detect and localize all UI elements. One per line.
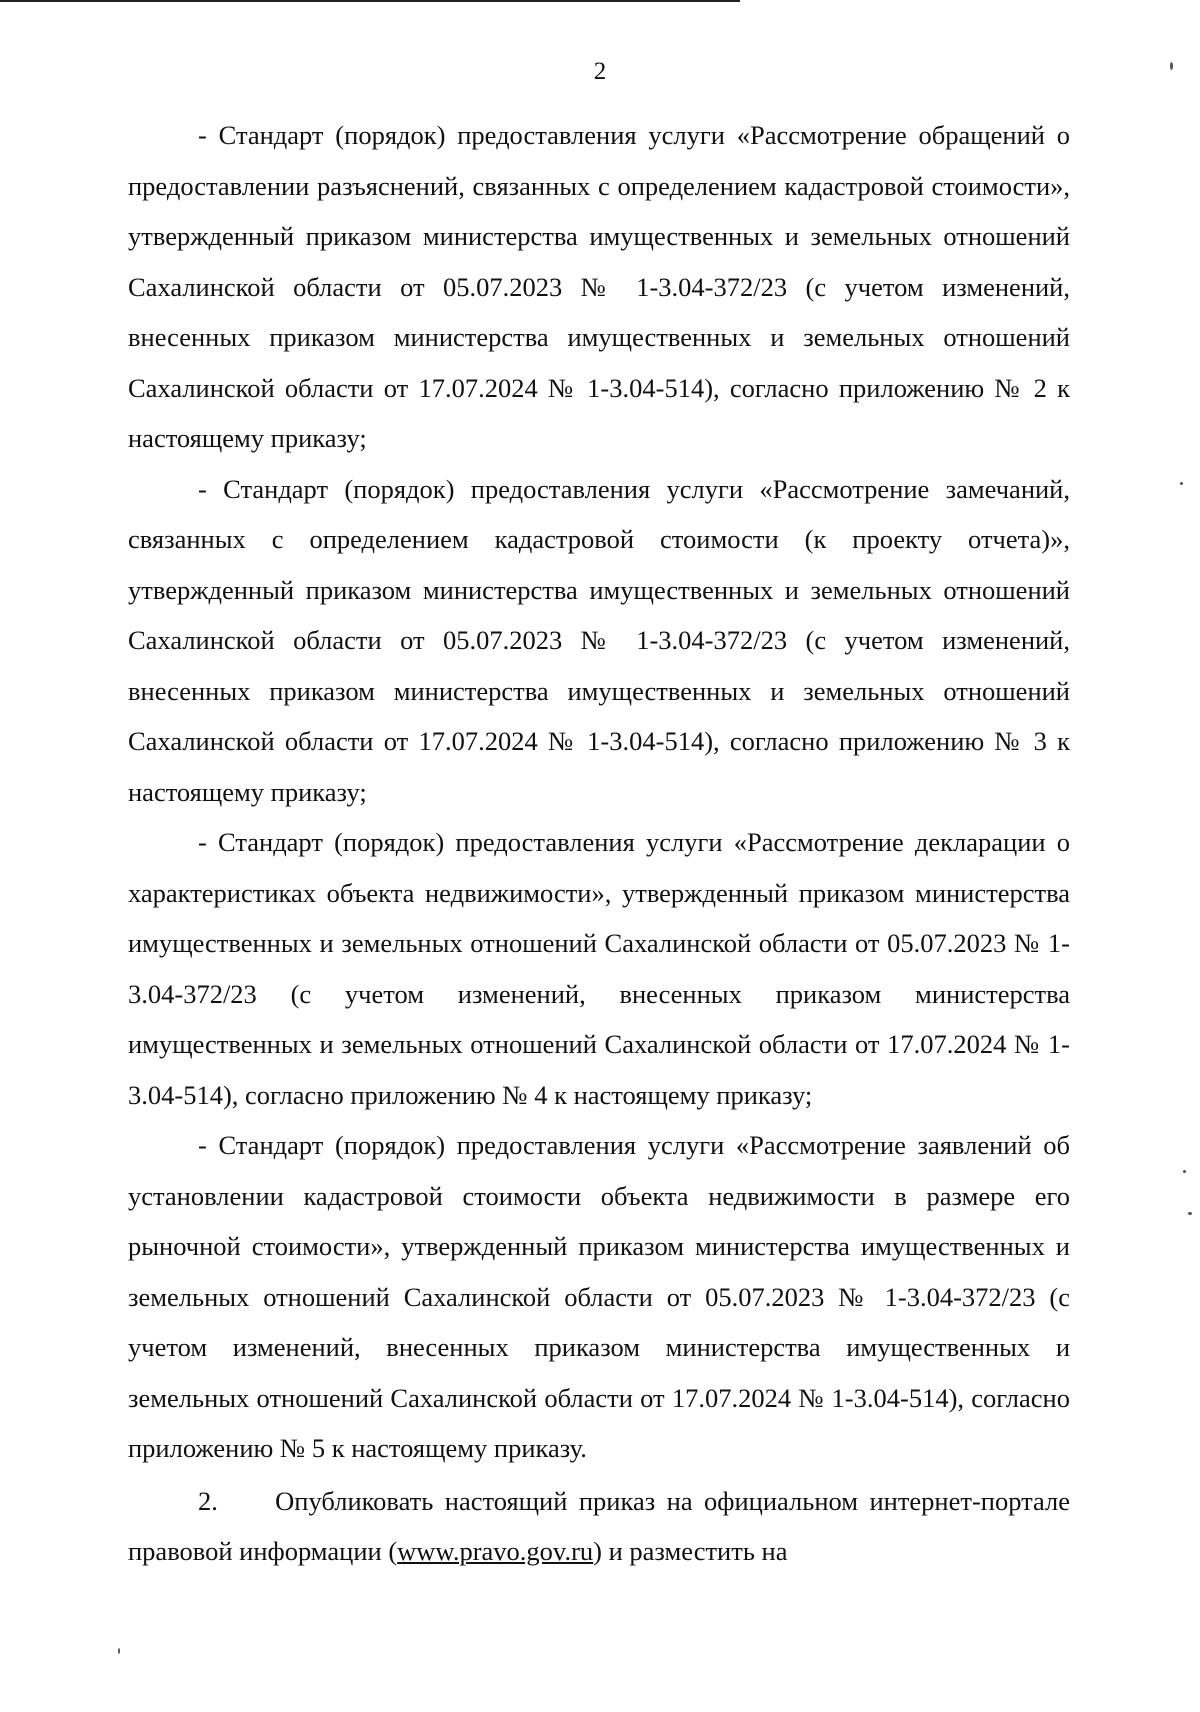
page-number: 2: [593, 58, 607, 85]
paragraph-standard-3: - Стандарт (порядок) предоставления услуги «Рассмотрение замечаний, связанных с определением кадастровой стоимости (к проекту отчета)», утвержденный приказом министерства имущественных и земельных отношений Сахалинской области от 05.07.2023 № 1-3.04-372/23 (с учетом изменений, внесенных приказом министерства имущественных и земельных отношений Сахалинской области от 17.07.2024 № 1-3.04-514), согласно приложению № 3 к настоящему приказу;: [128, 473, 1070, 807]
item-2-number: 2.: [198, 1485, 218, 1516]
document-body: [128, 110, 1070, 1577]
paragraph-item-2: [128, 1476, 1070, 1577]
item-2-text-before: Опубликовать настоящий приказ на официальном интернет-портале правовой информации (: [128, 1485, 1070, 1566]
scan-speck: [1188, 1212, 1192, 1215]
item-2-text-after: ) и разместить на: [593, 1536, 788, 1566]
pravo-link[interactable]: www.pravo.gov.ru: [397, 1536, 594, 1566]
paragraph-standard-4: - Стандарт (порядок) предоставления услуги «Рассмотрение декларации о характеристиках объекта недвижимости», утвержденный приказом министерства имущественных и земельных отношений Сахалинской области от 05.07.2023 № 1-3.04-372/23 (с учетом изменений, внесенных приказом министерства имущественных и земельных отношений Сахалинской области от 17.07.2024 № 1-3.04-514), согласно приложению № 4 к настоящему приказу;: [128, 827, 1070, 1110]
scan-speck: [1180, 482, 1183, 485]
paragraph-standard-5: - Стандарт (порядок) предоставления услуги «Рассмотрение заявлений об установлении кадастровой стоимости объекта недвижимости в размере его рыночной стоимости», утвержденный приказом министерства имущественных и земельных отношений Сахалинской области от 05.07.2023 № 1-3.04-372/23 (с учетом изменений, внесенных приказом министерства имущественных и земельных отношений Сахалинской области от 17.07.2024 № 1-3.04-514), согласно приложению № 5 к настоящему приказу.: [128, 1130, 1070, 1463]
paragraph-standard-2: - Стандарт (порядок) предоставления услуги «Рассмотрение обращений о предоставлении разъяснений, связанных с определением кадастровой стоимости», утвержденный приказом министерства имущественных и земельных отношений Сахалинской области от 05.07.2023 № 1-3.04-372/23 (с учетом изменений, внесенных приказом министерства имущественных и земельных отношений Сахалинской области от 17.07.2024 № 1-3.04-514), согласно приложению № 2 к настоящему приказу;: [128, 120, 1070, 453]
scan-speck: [118, 1648, 120, 1654]
scan-edge-line: [0, 0, 740, 2]
scan-speck: [1170, 62, 1173, 70]
scan-speck: [1183, 1170, 1186, 1173]
